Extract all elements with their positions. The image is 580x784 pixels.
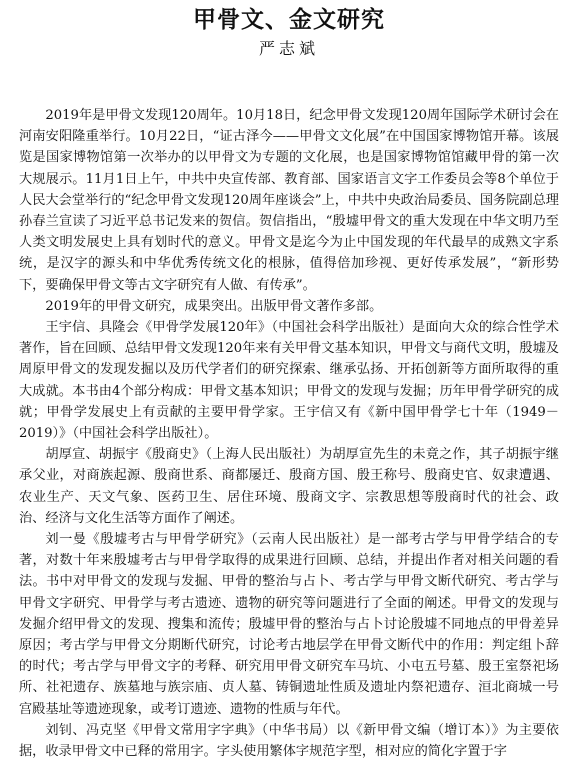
paragraph: 刘钊、冯克坚《甲骨文常用字字典》（中华书局）以《新甲骨文编（增订本）》为主要依据，收录甲骨文中已释的常用字。字头使用繁体字规范字型，相对应的简化字置于字 bbox=[19, 722, 559, 760]
author-name: 严志斌 bbox=[258, 39, 319, 58]
paragraph: 2019年是甲骨文发现120周年。10月18日，纪念甲骨文发现120周年国际学术研讨会在河南安阳隆重举行。10月22日，“证古泽今——甲骨文文化展”在中国国家博物馆开幕。该展览是国家博物馆第一次举办的以甲骨文为专题的文化展，也是国家博物馆馆藏甲骨的第一次大规展示。11月1日上午，中共中央宣传部、教育部、国家语言文字工作委员会等8个单位于人民大会堂举行的“纪念甲骨文发现120周年座谈会”上，中共中央政治局委员、国务院副总理孙春兰宣读了习近平总书记发来的贺信。贺信指出，“殷墟甲骨文的重大发现在中华文明乃至人类文明发展史上具有划时代的意义。甲骨文是迄今为止中国发现的年代最早的成熟文字系统，是汉字的源头和中华优秀传统文化的根脉，值得倍加珍视、更好传承发展”，“新形势下，要确保甲骨文等古文字研究有人做、有传承”。 bbox=[19, 108, 559, 293]
paragraph: 王宇信、具隆会《甲骨学发展120年》（中国社会科学出版社）是面向大众的综合性学术著作，旨在回顾、总结甲骨文发现120年来有关甲骨文基本知识，甲骨文与商代文明，殷墟及周原甲骨文的发现发掘以及历代学者们的研究探索、继承弘扬、开拓创新等方面所取得的重大成就。本书由4个部分构成：甲骨文基本知识；甲骨文的发现与发掘；历年甲骨学研究的成就；甲骨学发展史上有贡献的主要甲骨学家。王宇信又有《新中国甲骨学七十年（1949－2019）》（中国社会科学出版社）。 bbox=[19, 320, 559, 442]
paragraph: 2019年的甲骨文研究，成果突出。出版甲骨文著作多部。 bbox=[45, 298, 383, 314]
article-title: 甲骨文、金文研究 bbox=[193, 7, 385, 33]
article-body bbox=[19, 105, 559, 762]
paragraph: 胡厚宣、胡振宇《殷商史》（上海人民出版社）为胡厚宣先生的未竟之作，其子胡振宇继承父业，对商族起源、殷商世系、商都屡迁、殷商方国、殷王称号、殷商史官、奴隶遭遇、农业生产、天文气象、医药卫生、居住环境、殷商文字、宗教思想等殷商时代的社会、政治、经济与文化生活等方面作了阐述。 bbox=[19, 447, 559, 526]
paragraph: 刘一曼《殷墟考古与甲骨学研究》（云南人民出版社）是一部考古学与甲骨学结合的专著，对数十年来殷墟考古与甲骨学取得的成果进行回顾、总结，并提出作者对相关问题的看法。书中对甲骨文的发现与发掘、甲骨的整治与占卜、考古学与甲骨文断代研究、考古学与甲骨文字研究、甲骨学与考古遗迹、遗物的研究等问题进行了全面的阐述。甲骨文的发现与发掘介绍甲骨文的发现、搜集和流传；殷墟甲骨的整治与占卜讨论殷墟不同地点的甲骨差异原因；考古学与甲骨文分期断代研究，讨论考古地层学在甲骨文断代中的作用：判定组卜辞的时代；考古学与甲骨文字的考释、研究用甲骨文研究车马坑、小屯五号墓、殷王室祭祀场所、社祀遗存、族墓地与族宗庙、贞人墓、铸铜遗址性质及遗址内祭祀遗存、洹北商城一号宫殿基址等遗迹现象，或考订遗迹、遗物的性质与年代。 bbox=[19, 532, 559, 717]
